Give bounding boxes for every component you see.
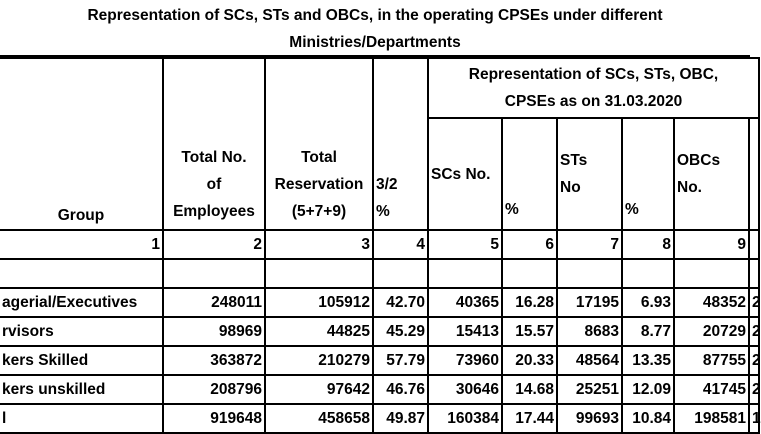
column-number-5: 5 <box>428 230 502 259</box>
column-number-cut <box>749 230 759 259</box>
header-total-reservation-line2: Reservation <box>274 176 364 193</box>
obcs-no-cell: 20729 <box>674 317 749 346</box>
group-cell: kers Skilled <box>0 346 163 375</box>
header-representation <box>428 58 759 118</box>
employees-cell: 248011 <box>163 288 265 317</box>
header-obcs-no <box>674 118 749 230</box>
blank-cell <box>622 259 674 288</box>
title-line-2: Ministries/Departments <box>289 34 461 51</box>
header-pct-3-2 <box>373 58 428 230</box>
edge-fragment-cell: 2 <box>749 288 759 317</box>
pct-3-2-cell: 57.79 <box>373 346 428 375</box>
pct-3-2-cell: 46.76 <box>373 375 428 404</box>
column-number-1: 1 <box>0 230 163 259</box>
scs-pct-cell: 16.28 <box>502 288 557 317</box>
column-number-2: 2 <box>163 230 265 259</box>
blank-cell <box>373 259 428 288</box>
table-row <box>0 317 759 346</box>
sts-pct-cell: 12.09 <box>622 375 674 404</box>
column-number-6: 6 <box>502 230 557 259</box>
header-total-employees-line3: Employees <box>173 203 255 220</box>
edge-fragment-cell: 1 <box>749 404 759 433</box>
representation-table <box>0 57 760 434</box>
header-obcs-pct-cut <box>749 118 759 230</box>
sts-pct-cell: 13.35 <box>622 346 674 375</box>
header-representation-line2: CPSEs as on 31.03.2020 <box>504 93 683 110</box>
reservation-cell: 97642 <box>265 375 373 404</box>
employees-cell: 919648 <box>163 404 265 433</box>
sts-no-cell: 8683 <box>557 317 622 346</box>
obcs-no-cell: 48352 <box>674 288 749 317</box>
group-cell: agerial/Executives <box>0 288 163 317</box>
header-sts-pct: % <box>622 118 674 230</box>
column-number-9: 9 <box>674 230 749 259</box>
obcs-no-cell: 87755 <box>674 346 749 375</box>
table-row <box>0 404 759 433</box>
table-row <box>0 375 759 404</box>
scs-no-cell: 15413 <box>428 317 502 346</box>
scs-no-cell: 40365 <box>428 288 502 317</box>
blank-cell <box>428 259 502 288</box>
blank-cell <box>749 259 759 288</box>
header-total-employees-line2: of <box>206 176 222 193</box>
blank-cell <box>265 259 373 288</box>
column-number-4: 4 <box>373 230 428 259</box>
title-line-1: Representation of SCs, STs and OBCs, in the operating CPSEs under different <box>87 7 663 24</box>
scs-pct-cell: 17.44 <box>502 404 557 433</box>
column-number-8: 8 <box>622 230 674 259</box>
edge-fragment-cell: 2 <box>749 346 759 375</box>
header-total-reservation-line1: Total <box>301 149 337 166</box>
pct-3-2-cell: 49.87 <box>373 404 428 433</box>
sts-pct-cell: 8.77 <box>622 317 674 346</box>
header-scs-no: SCs No. <box>428 118 502 230</box>
sts-no-cell: 25251 <box>557 375 622 404</box>
header-representation-line1: Representation of SCs, STs, OBC, <box>468 66 719 83</box>
header-total-employees-line1: Total No. <box>181 149 247 166</box>
group-cell: kers unskilled <box>0 375 163 404</box>
scs-pct-cell: 15.57 <box>502 317 557 346</box>
header-total-reservation-line3: (5+7+9) <box>291 203 347 220</box>
table-row <box>0 346 759 375</box>
reservation-cell: 44825 <box>265 317 373 346</box>
header-sts-no-line1: STs <box>560 152 588 169</box>
edge-fragment-cell: 2 <box>749 375 759 404</box>
scs-no-cell: 73960 <box>428 346 502 375</box>
scs-no-cell: 30646 <box>428 375 502 404</box>
obcs-no-cell: 198581 <box>674 404 749 433</box>
reservation-cell: 210279 <box>265 346 373 375</box>
header-sts-no-line2: No <box>560 179 581 196</box>
column-number-3: 3 <box>265 230 373 259</box>
header-total-reservation <box>265 58 373 230</box>
obcs-no-cell: 41745 <box>674 375 749 404</box>
pct-3-2-cell: 45.29 <box>373 317 428 346</box>
sts-no-cell: 17195 <box>557 288 622 317</box>
header-obcs-no-line2: No. <box>677 179 702 196</box>
blank-cell <box>502 259 557 288</box>
sts-pct-cell: 6.93 <box>622 288 674 317</box>
blank-cell <box>674 259 749 288</box>
blank-cell <box>0 259 163 288</box>
blank-cell <box>557 259 622 288</box>
header-total-employees <box>163 58 265 230</box>
table-row <box>0 288 759 317</box>
header-group: Group <box>0 58 163 230</box>
column-number-7: 7 <box>557 230 622 259</box>
reservation-cell: 105912 <box>265 288 373 317</box>
employees-cell: 98969 <box>163 317 265 346</box>
table-title <box>0 0 750 57</box>
blank-cell <box>163 259 265 288</box>
scs-no-cell: 160384 <box>428 404 502 433</box>
group-cell: rvisors <box>0 317 163 346</box>
edge-fragment-cell: 2 <box>749 317 759 346</box>
header-pct-3-2-line2: % <box>376 203 390 220</box>
employees-cell: 208796 <box>163 375 265 404</box>
employees-cell: 363872 <box>163 346 265 375</box>
group-cell: l <box>0 404 163 433</box>
scs-pct-cell: 14.68 <box>502 375 557 404</box>
header-pct-3-2-line1: 3/2 <box>376 176 398 193</box>
header-sts-no <box>557 118 622 230</box>
header-obcs-no-line1: OBCs <box>677 152 721 169</box>
sts-pct-cell: 10.84 <box>622 404 674 433</box>
header-scs-pct: % <box>502 118 557 230</box>
scs-pct-cell: 20.33 <box>502 346 557 375</box>
sts-no-cell: 48564 <box>557 346 622 375</box>
sts-no-cell: 99693 <box>557 404 622 433</box>
pct-3-2-cell: 42.70 <box>373 288 428 317</box>
reservation-cell: 458658 <box>265 404 373 433</box>
